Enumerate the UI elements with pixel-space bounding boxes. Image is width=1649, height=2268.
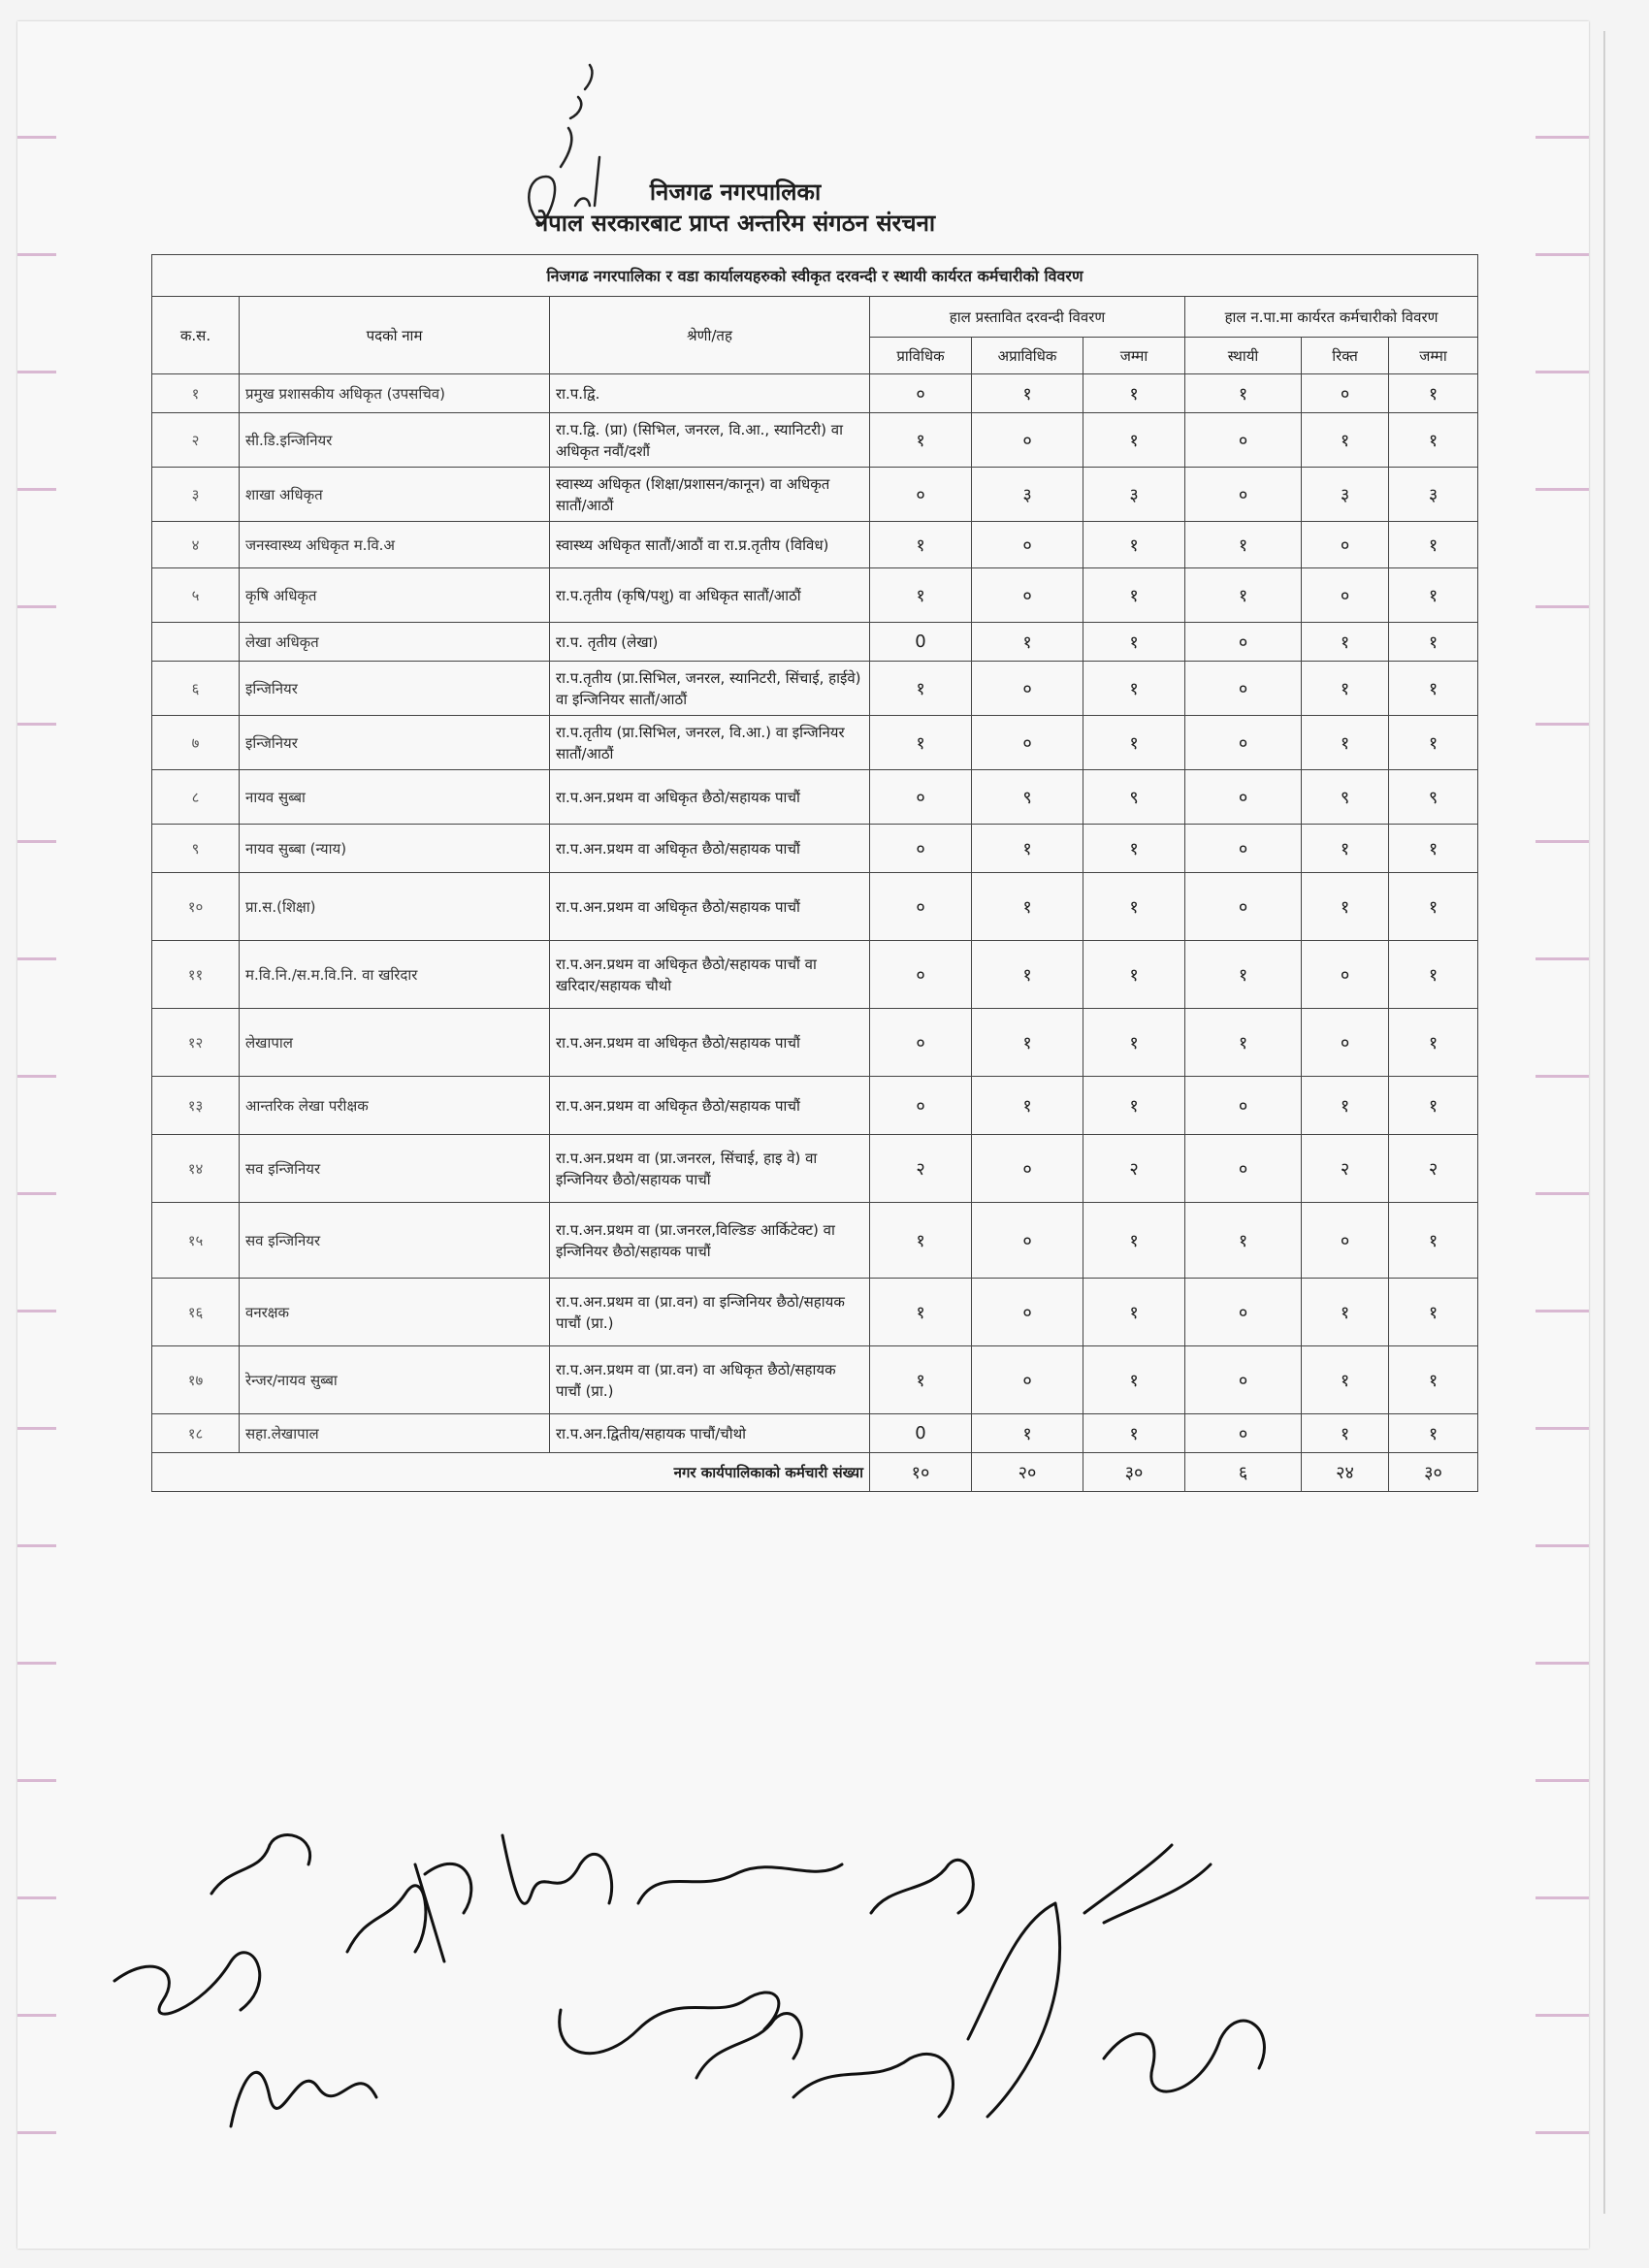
row-permanent: ० — [1185, 716, 1302, 770]
row-technical: ० — [870, 770, 972, 825]
table-body — [152, 374, 1478, 1453]
signature-5 — [415, 1863, 471, 1961]
row-grade: स्वास्थ्य अधिकृत सातौं/आठौं वा रा.प्र.तृतीय (विविध) — [550, 522, 870, 568]
row-post-name: नायव सुब्बा — [240, 770, 550, 825]
row-post-name: सव इन्जिनियर — [240, 1135, 550, 1203]
sub-header-total2: जम्मा — [1389, 338, 1478, 374]
row-nontechnical: १ — [972, 941, 1083, 1009]
row-proposed-sum: १ — [1083, 941, 1185, 1009]
row-technical: ० — [870, 374, 972, 413]
signature-13 — [1084, 1845, 1211, 1923]
row-sn: १७ — [152, 1346, 240, 1414]
row-sn: १ — [152, 374, 240, 413]
table-row — [152, 825, 1478, 873]
row-sn: ३ — [152, 468, 240, 522]
signature-4 — [347, 1886, 426, 1952]
row-permanent: ० — [1185, 770, 1302, 825]
row-vacant: २ — [1302, 1135, 1389, 1203]
group-header-current: हाल न.पा.मा कार्यरत कर्मचारीको विवरण — [1185, 297, 1478, 338]
row-proposed-sum: १ — [1083, 623, 1185, 662]
row-vacant: ९ — [1302, 770, 1389, 825]
row-post-name: आन्तरिक लेखा परीक्षक — [240, 1077, 550, 1135]
row-current-sum: १ — [1389, 873, 1478, 941]
row-post-name: जनस्वास्थ्य अधिकृत म.वि.अ — [240, 522, 550, 568]
row-nontechnical: १ — [972, 374, 1083, 413]
row-grade: रा.प.द्वि. — [550, 374, 870, 413]
row-current-sum: १ — [1389, 568, 1478, 623]
row-nontechnical: ३ — [972, 468, 1083, 522]
row-technical: १ — [870, 568, 972, 623]
row-current-sum: १ — [1389, 1077, 1478, 1135]
row-permanent: १ — [1185, 1203, 1302, 1279]
row-sn: ६ — [152, 662, 240, 716]
row-permanent: १ — [1185, 1009, 1302, 1077]
row-vacant: ० — [1302, 522, 1389, 568]
row-sn: १८ — [152, 1414, 240, 1453]
table-row — [152, 941, 1478, 1009]
signature-7 — [560, 1993, 779, 2054]
row-nontechnical: १ — [972, 873, 1083, 941]
row-current-sum: २ — [1389, 1135, 1478, 1203]
row-permanent: ० — [1185, 662, 1302, 716]
row-proposed-sum: १ — [1083, 568, 1185, 623]
staff-table-wrap — [151, 254, 1477, 1492]
row-permanent: १ — [1185, 568, 1302, 623]
row-post-name: सी.डि.इन्जिनियर — [240, 413, 550, 468]
row-post-name: इन्जिनियर — [240, 716, 550, 770]
table-row — [152, 1414, 1478, 1453]
row-proposed-sum: १ — [1083, 374, 1185, 413]
row-grade: रा.प.अन.प्रथम वा अधिकृत छैठो/सहायक पाचौं — [550, 770, 870, 825]
title-block — [153, 177, 1317, 239]
row-grade: रा.प.तृतीय (कृषि/पशु) वा अधिकृत सातौं/आठौं — [550, 568, 870, 623]
table-caption: निजगढ नगरपालिका र वडा कार्यालयहरुको स्वीकृत दरवन्दी र स्थायी कार्यरत कर्मचारीको विवरण — [152, 255, 1478, 297]
row-nontechnical: १ — [972, 825, 1083, 873]
row-current-sum: १ — [1389, 1414, 1478, 1453]
table-row — [152, 1203, 1478, 1279]
sub-header-total: जम्मा — [1083, 338, 1185, 374]
row-grade: रा.प.अन.प्रथम वा (प्रा.जनरल, सिंचाई, हाइ वे) वा इन्जिनियर छैठो/सहायक पाचौं — [550, 1135, 870, 1203]
row-grade: रा.प.अन.प्रथम वा अधिकृत छैठो/सहायक पाचौं वा खरिदार/सहायक चौथो — [550, 941, 870, 1009]
row-proposed-sum: १ — [1083, 716, 1185, 770]
sub-header-vacant: रिक्त — [1302, 338, 1389, 374]
row-post-name: प्रा.स.(शिक्षा) — [240, 873, 550, 941]
row-proposed-sum: १ — [1083, 1279, 1185, 1346]
staff-table — [151, 254, 1478, 1492]
row-technical: ० — [870, 1077, 972, 1135]
row-proposed-sum: १ — [1083, 662, 1185, 716]
row-vacant: ० — [1302, 374, 1389, 413]
row-grade: रा.प.अन.प्रथम वा अधिकृत छैठो/सहायक पाचौं — [550, 1077, 870, 1135]
row-technical: 0 — [870, 1414, 972, 1453]
row-technical: ० — [870, 468, 972, 522]
total-proposed-sum: ३० — [1083, 1453, 1185, 1492]
row-permanent: ० — [1185, 825, 1302, 873]
row-current-sum: १ — [1389, 1203, 1478, 1279]
row-sn: ७ — [152, 716, 240, 770]
row-vacant: १ — [1302, 1414, 1389, 1453]
row-post-name: वनरक्षक — [240, 1279, 550, 1346]
row-grade: रा.प.द्वि. (प्रा) (सिभिल, जनरल, वि.आ., स्यानिटरी) वा अधिकृत नवौं/दशौं — [550, 413, 870, 468]
row-proposed-sum: १ — [1083, 1203, 1185, 1279]
table-row — [152, 1009, 1478, 1077]
row-permanent: ० — [1185, 623, 1302, 662]
row-grade: रा.प.अन.प्रथम वा (प्रा.वन) वा अधिकृत छैठो/सहायक पाचौं (प्रा.) — [550, 1346, 870, 1414]
row-post-name: इन्जिनियर — [240, 662, 550, 716]
total-permanent: ६ — [1185, 1453, 1302, 1492]
row-vacant: १ — [1302, 1279, 1389, 1346]
row-permanent: १ — [1185, 941, 1302, 1009]
row-sn: १४ — [152, 1135, 240, 1203]
row-nontechnical: ० — [972, 1346, 1083, 1414]
row-permanent: ० — [1185, 413, 1302, 468]
row-vacant: १ — [1302, 662, 1389, 716]
row-grade: रा.प.तृतीय (प्रा.सिभिल, जनरल, स्यानिटरी, सिंचाई, हाईवे) वा इन्जिनियर सातौं/आठौं — [550, 662, 870, 716]
table-row — [152, 413, 1478, 468]
row-grade: रा.प.अन.प्रथम वा अधिकृत छैठो/सहायक पाचौं — [550, 825, 870, 873]
row-nontechnical: १ — [972, 1009, 1083, 1077]
row-post-name: प्रमुख प्रशासकीय अधिकृत (उपसचिव) — [240, 374, 550, 413]
table-row — [152, 374, 1478, 413]
table-row — [152, 623, 1478, 662]
row-post-name: शाखा अधिकृत — [240, 468, 550, 522]
row-technical: १ — [870, 1346, 972, 1414]
row-technical: १ — [870, 1279, 972, 1346]
row-permanent: १ — [1185, 522, 1302, 568]
row-sn: ४ — [152, 522, 240, 568]
row-permanent: ० — [1185, 1346, 1302, 1414]
row-nontechnical: ० — [972, 716, 1083, 770]
total-current-sum: ३० — [1389, 1453, 1478, 1492]
row-vacant: १ — [1302, 623, 1389, 662]
signature-2 — [211, 1835, 310, 1894]
row-sn: ५ — [152, 568, 240, 623]
row-technical: १ — [870, 413, 972, 468]
row-current-sum: १ — [1389, 662, 1478, 716]
table-row — [152, 1135, 1478, 1203]
sub-header-permanent: स्थायी — [1185, 338, 1302, 374]
row-nontechnical: ० — [972, 662, 1083, 716]
row-permanent: ० — [1185, 1135, 1302, 1203]
signature-1 — [114, 1953, 260, 2014]
signature-12 — [968, 1903, 1060, 2117]
row-vacant: ३ — [1302, 468, 1389, 522]
row-post-name: सव इन्जिनियर — [240, 1203, 550, 1279]
row-nontechnical: १ — [972, 1414, 1083, 1453]
col-header-sn: क.स. — [152, 297, 240, 374]
row-sn: १० — [152, 873, 240, 941]
row-current-sum: ९ — [1389, 770, 1478, 825]
row-technical: ० — [870, 1009, 972, 1077]
row-current-sum: १ — [1389, 374, 1478, 413]
table-row — [152, 522, 1478, 568]
row-permanent: १ — [1185, 374, 1302, 413]
row-vacant: ० — [1302, 941, 1389, 1009]
row-post-name: कृषि अधिकृत — [240, 568, 550, 623]
row-permanent: ० — [1185, 468, 1302, 522]
row-permanent: ० — [1185, 1279, 1302, 1346]
row-vacant: ० — [1302, 1009, 1389, 1077]
signatures-area — [95, 1806, 1453, 2175]
row-current-sum: १ — [1389, 1346, 1478, 1414]
col-header-grade: श्रेणी/तह — [550, 297, 870, 374]
row-sn: ८ — [152, 770, 240, 825]
row-vacant: ० — [1302, 568, 1389, 623]
row-sn: १६ — [152, 1279, 240, 1346]
row-sn: १५ — [152, 1203, 240, 1279]
row-proposed-sum: ९ — [1083, 770, 1185, 825]
row-sn: ११ — [152, 941, 240, 1009]
row-current-sum: १ — [1389, 413, 1478, 468]
row-sn — [152, 623, 240, 662]
row-nontechnical: ० — [972, 413, 1083, 468]
row-current-sum: १ — [1389, 1279, 1478, 1346]
row-vacant: १ — [1302, 873, 1389, 941]
row-proposed-sum: १ — [1083, 1346, 1185, 1414]
row-proposed-sum: १ — [1083, 413, 1185, 468]
row-vacant: ० — [1302, 1203, 1389, 1279]
row-technical: १ — [870, 522, 972, 568]
row-nontechnical: ० — [972, 522, 1083, 568]
row-current-sum: १ — [1389, 522, 1478, 568]
group-header-proposed: हाल प्रस्तावित दरवन्दी विवरण — [870, 297, 1185, 338]
row-technical: १ — [870, 662, 972, 716]
row-proposed-sum: ३ — [1083, 468, 1185, 522]
row-grade: रा.प.अन.प्रथम वा (प्रा.वन) वा इन्जिनियर छैठो/सहायक पाचौं (प्रा.) — [550, 1279, 870, 1346]
table-row — [152, 1077, 1478, 1135]
ruled-paper-left — [17, 21, 56, 2249]
row-grade: रा.प.तृतीय (प्रा.सिभिल, जनरल, वि.आ.) वा इन्जिनियर सातौं/आठौं — [550, 716, 870, 770]
row-proposed-sum: १ — [1083, 1077, 1185, 1135]
row-technical: १ — [870, 1203, 972, 1279]
table-row — [152, 662, 1478, 716]
total-technical: १० — [870, 1453, 972, 1492]
table-row — [152, 770, 1478, 825]
row-technical: २ — [870, 1135, 972, 1203]
row-nontechnical: ० — [972, 1279, 1083, 1346]
org-name: निजगढ नगरपालिका — [649, 178, 822, 206]
row-proposed-sum: १ — [1083, 1009, 1185, 1077]
row-technical: १ — [870, 716, 972, 770]
row-vacant: १ — [1302, 1077, 1389, 1135]
row-proposed-sum: १ — [1083, 522, 1185, 568]
row-vacant: १ — [1302, 413, 1389, 468]
row-vacant: १ — [1302, 1346, 1389, 1414]
table-row — [152, 1346, 1478, 1414]
row-post-name: रेन्जर/नायव सुब्बा — [240, 1346, 550, 1414]
row-permanent: ० — [1185, 873, 1302, 941]
signature-3 — [231, 2072, 376, 2126]
row-nontechnical: ० — [972, 1203, 1083, 1279]
sub-header-nontechnical: अप्राविधिक — [972, 338, 1083, 374]
row-vacant: १ — [1302, 716, 1389, 770]
row-nontechnical: १ — [972, 1077, 1083, 1135]
row-current-sum: १ — [1389, 941, 1478, 1009]
row-grade: रा.प.अन.प्रथम वा अधिकृत छैठो/सहायक पाचौं — [550, 1009, 870, 1077]
signature-14 — [1104, 2021, 1264, 2091]
row-technical: ० — [870, 825, 972, 873]
total-nontechnical: २० — [972, 1453, 1083, 1492]
table-row — [152, 468, 1478, 522]
signature-10 — [793, 2054, 953, 2117]
row-sn: १२ — [152, 1009, 240, 1077]
row-vacant: १ — [1302, 825, 1389, 873]
row-proposed-sum: १ — [1083, 873, 1185, 941]
row-current-sum: ३ — [1389, 468, 1478, 522]
row-grade: रा.प.अन.द्वितीय/सहायक पाचौं/चौथो — [550, 1414, 870, 1453]
signature-8 — [638, 1864, 842, 1903]
row-technical: ० — [870, 873, 972, 941]
table-row — [152, 873, 1478, 941]
row-proposed-sum: १ — [1083, 825, 1185, 873]
table-row — [152, 1279, 1478, 1346]
row-proposed-sum: १ — [1083, 1414, 1185, 1453]
row-nontechnical: ० — [972, 568, 1083, 623]
row-permanent: ० — [1185, 1077, 1302, 1135]
row-grade: रा.प.अन.प्रथम वा (प्रा.जनरल,विल्डिङ आर्किटेक्ट) वा इन्जिनियर छैठो/सहायक पाचौं — [550, 1203, 870, 1279]
signature-9 — [696, 2014, 801, 2078]
row-grade: स्वास्थ्य अधिकृत (शिक्षा/प्रशासन/कानून) वा अधिकृत सातौं/आठौं — [550, 468, 870, 522]
row-sn: २ — [152, 413, 240, 468]
row-proposed-sum: २ — [1083, 1135, 1185, 1203]
signature-11 — [871, 1860, 973, 1913]
row-current-sum: १ — [1389, 1009, 1478, 1077]
row-technical: 0 — [870, 623, 972, 662]
row-post-name: लेखापाल — [240, 1009, 550, 1077]
row-grade: रा.प. तृतीय (लेखा) — [550, 623, 870, 662]
row-nontechnical: १ — [972, 623, 1083, 662]
row-technical: ० — [870, 941, 972, 1009]
signature-6 — [502, 1835, 612, 1903]
document-subtitle: नेपाल सरकारबाट प्राप्त अन्तरिम संगठन संरचना — [534, 210, 936, 237]
table-row — [152, 716, 1478, 770]
table-row — [152, 568, 1478, 623]
totals-row — [152, 1453, 1478, 1492]
row-grade: रा.प.अन.प्रथम वा अधिकृत छैठो/सहायक पाचौं — [550, 873, 870, 941]
row-nontechnical: ० — [972, 1135, 1083, 1203]
row-post-name: म.वि.नि./स.म.वि.नि. वा खरिदार — [240, 941, 550, 1009]
col-header-post: पदको नाम — [240, 297, 550, 374]
row-sn: १३ — [152, 1077, 240, 1135]
row-post-name: नायव सुब्बा (न्याय) — [240, 825, 550, 873]
row-post-name: लेखा अधिकृत — [240, 623, 550, 662]
row-permanent: ० — [1185, 1414, 1302, 1453]
row-current-sum: १ — [1389, 623, 1478, 662]
row-current-sum: १ — [1389, 825, 1478, 873]
document-page — [17, 21, 1589, 2249]
totals-label: नगर कार्यपालिकाको कर्मचारी संख्या — [152, 1453, 870, 1492]
row-nontechnical: ९ — [972, 770, 1083, 825]
row-post-name: सहा.लेखापाल — [240, 1414, 550, 1453]
row-current-sum: १ — [1389, 716, 1478, 770]
row-sn: ९ — [152, 825, 240, 873]
total-vacant: २४ — [1302, 1453, 1389, 1492]
sub-header-technical: प्राविधिक — [870, 338, 972, 374]
